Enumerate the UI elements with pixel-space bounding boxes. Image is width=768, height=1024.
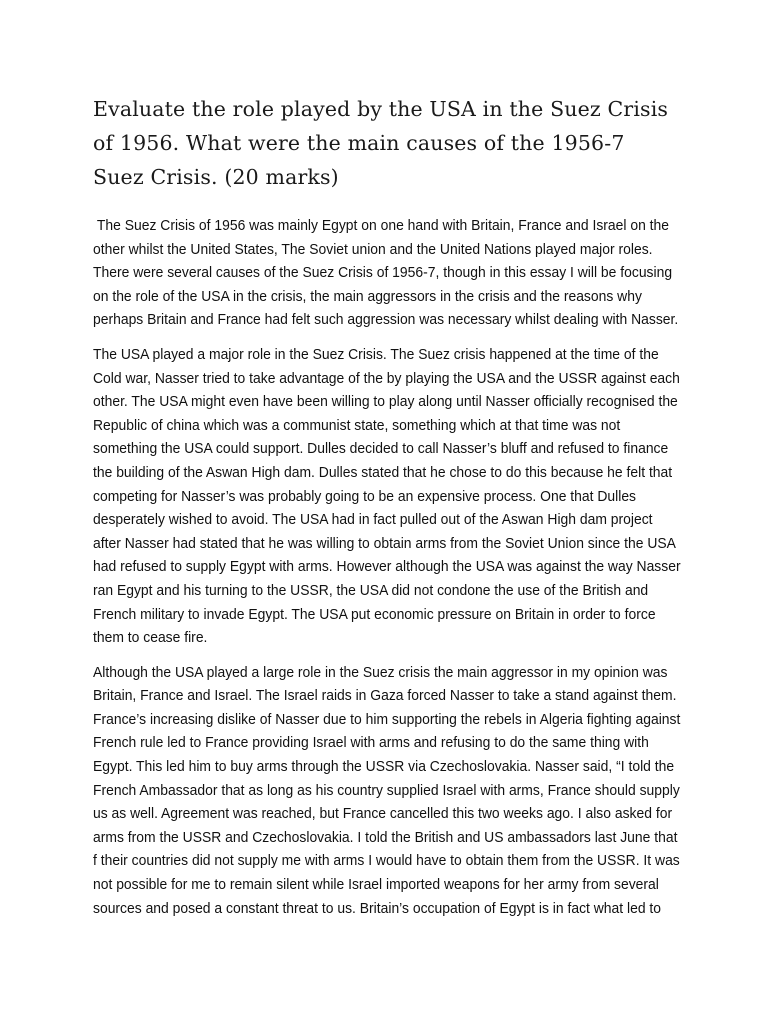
paragraph-main-aggressors: Although the USA played a large role in the Suez crisis the main aggressor in my opinion was Britain, France and Israel. The Israel raids in Gaza forced Nasser to take a stand against them. France’s increasing dislike of Nasser due to him supporting the rebels in Algeria fighting against French rule led to France providing Israel with arms and refusing to do the same thing with Egypt. This led him to buy arms through the USSR via Czechoslovakia. Nasser said, “I told the French Ambassador that as long as his country supplied Israel with arms, France should supply us as well. Agreement was reached, but France cancelled this two weeks ago. I also asked for arms from the USSR and Czechoslovakia. I told the British and US ambassadors last June that f their countries did not supply me with arms I would have to obtain them from the USSR. It was not possible for me to remain silent while Israel imported weapons for her army from several sources and posed a constant threat to us. Britain’s occupation of Egypt is in fact what led to: [93, 664, 681, 917]
paragraph-introduction: The Suez Crisis of 1956 was mainly Egypt on one hand with Britain, France and Israel on the other whilst the United States, The Soviet union and the United Nations played major roles. There were several causes of the Suez Crisis of 1956-7, though in this essay I will be focusing on the role of the USA in the crisis, the main aggressors in the crisis and the reasons why perhaps Britain and France had felt such aggression was necessary whilst dealing with Nasser.: [93, 218, 679, 329]
document-page: [93, 92, 681, 932]
essay-title: Evaluate the role played by the USA in the Suez Crisis of 1956. What were the main causes of the 1956-7 Suez Crisis. (20 marks): [93, 97, 669, 189]
paragraph-usa-role: The USA played a major role in the Suez Crisis. The Suez crisis happened at the time of the Cold war, Nasser tried to take advantage of the by playing the USA and the USSR against each other. The USA might even have been willing to play along until Nasser officially recognised the Republic of china which was a communist state, something which at that time was not something the USA could support. Dulles decided to call Nasser’s bluff and refused to finance the building of the Aswan High dam. Dulles stated that he chose to do this because he felt that competing for Nasser’s was probably going to be an expensive process. One that Dulles desperately wished to avoid. The USA had in fact pulled out of the Aswan High dam project after Nasser had stated that he was willing to obtain arms from the Soviet Union since the USA had refused to supply Egypt with arms. However although the USA was against the way Nasser ran Egypt and his turning to the USSR, the USA did not condone the use of the British and French military to invade Egypt. The USA put economic pressure on Britain in order to force them to cease fire.: [93, 346, 681, 647]
